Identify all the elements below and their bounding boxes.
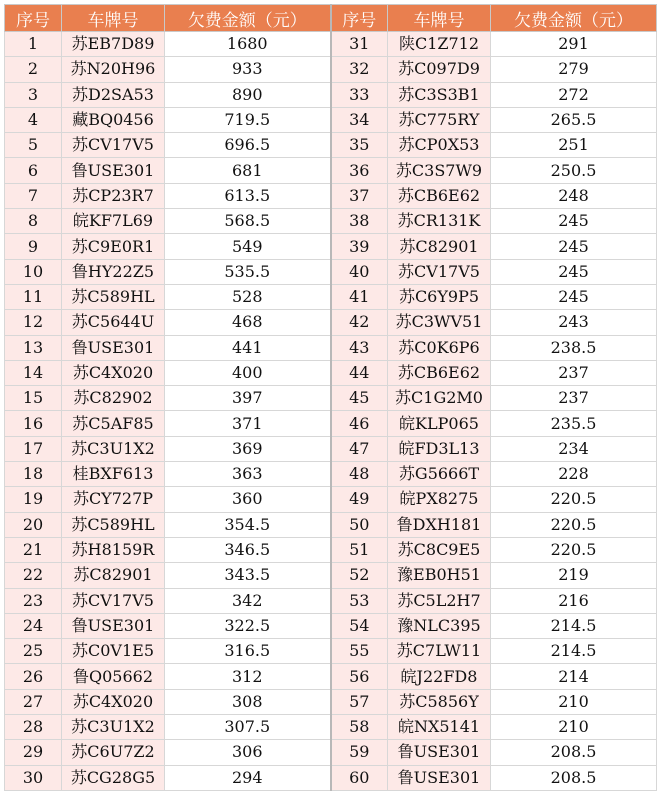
- arrears-amount: 342: [165, 588, 331, 613]
- arrears-amount: 371: [165, 411, 331, 436]
- table-row: [5, 158, 657, 183]
- table-body: [5, 32, 657, 791]
- arrears-amount: 237: [491, 386, 657, 411]
- arrears-amount: 681: [165, 158, 331, 183]
- plate-number: 苏C82901: [62, 563, 165, 588]
- arrears-amount: 890: [165, 82, 331, 107]
- table-row: [5, 183, 657, 208]
- arrears-amount: 272: [491, 82, 657, 107]
- plate-number: 皖J22FD8: [388, 664, 491, 689]
- table-row: [5, 57, 657, 82]
- arrears-amount: 397: [165, 386, 331, 411]
- row-index: 44: [331, 360, 388, 385]
- row-index: 19: [5, 487, 62, 512]
- row-index: 30: [5, 765, 62, 790]
- row-index: 36: [331, 158, 388, 183]
- arrears-amount: 219: [491, 563, 657, 588]
- table-row: [5, 765, 657, 790]
- plate-number: 鲁Q05662: [62, 664, 165, 689]
- plate-number: 苏C1G2M0: [388, 386, 491, 411]
- row-index: 21: [5, 537, 62, 562]
- arrears-amount: 234: [491, 436, 657, 461]
- row-index: 20: [5, 512, 62, 537]
- row-index: 13: [5, 335, 62, 360]
- plate-number: 苏C5AF85: [62, 411, 165, 436]
- arrears-amount: 549: [165, 234, 331, 259]
- row-index: 47: [331, 436, 388, 461]
- row-index: 18: [5, 462, 62, 487]
- table-row: [5, 740, 657, 765]
- row-index: 25: [5, 639, 62, 664]
- plate-number: 皖FD3L13: [388, 436, 491, 461]
- row-index: 40: [331, 259, 388, 284]
- header-amount-right: 欠费金额（元）: [491, 5, 657, 32]
- table-row: [5, 310, 657, 335]
- arrears-amount: 294: [165, 765, 331, 790]
- row-index: 33: [331, 82, 388, 107]
- arrears-amount: 322.5: [165, 613, 331, 638]
- arrears-amount: 228: [491, 462, 657, 487]
- row-index: 23: [5, 588, 62, 613]
- plate-number: 苏CP0X53: [388, 133, 491, 158]
- table-row: [5, 715, 657, 740]
- plate-number: 苏C82902: [62, 386, 165, 411]
- arrears-amount: 245: [491, 259, 657, 284]
- arrears-table: [4, 4, 657, 791]
- plate-number: 苏C82901: [388, 234, 491, 259]
- arrears-amount: 306: [165, 740, 331, 765]
- plate-number: 苏EB7D89: [62, 32, 165, 57]
- arrears-amount: 245: [491, 209, 657, 234]
- row-index: 31: [331, 32, 388, 57]
- table-row: [5, 588, 657, 613]
- row-index: 49: [331, 487, 388, 512]
- arrears-amount: 235.5: [491, 411, 657, 436]
- plate-number: 苏C5L2H7: [388, 588, 491, 613]
- header-plate-left: 车牌号: [62, 5, 165, 32]
- row-index: 10: [5, 259, 62, 284]
- plate-number: 苏G5666T: [388, 462, 491, 487]
- plate-number: 鲁USE301: [388, 740, 491, 765]
- plate-number: 苏CV17V5: [62, 133, 165, 158]
- row-index: 42: [331, 310, 388, 335]
- row-index: 59: [331, 740, 388, 765]
- arrears-amount: 343.5: [165, 563, 331, 588]
- plate-number: 苏CV17V5: [388, 259, 491, 284]
- table-row: [5, 107, 657, 132]
- row-index: 29: [5, 740, 62, 765]
- table-row: [5, 234, 657, 259]
- plate-number: 鲁HY22Z5: [62, 259, 165, 284]
- row-index: 7: [5, 183, 62, 208]
- row-index: 26: [5, 664, 62, 689]
- table-row: [5, 411, 657, 436]
- arrears-amount: 243: [491, 310, 657, 335]
- row-index: 15: [5, 386, 62, 411]
- row-index: 2: [5, 57, 62, 82]
- arrears-amount: 696.5: [165, 133, 331, 158]
- plate-number: 苏H8159R: [62, 537, 165, 562]
- arrears-amount: 250.5: [491, 158, 657, 183]
- plate-number: 苏CB6E62: [388, 183, 491, 208]
- arrears-amount: 354.5: [165, 512, 331, 537]
- row-index: 1: [5, 32, 62, 57]
- table-row: [5, 360, 657, 385]
- arrears-amount: 220.5: [491, 487, 657, 512]
- plate-number: 苏C0V1E5: [62, 639, 165, 664]
- row-index: 46: [331, 411, 388, 436]
- table-row: [5, 386, 657, 411]
- arrears-amount: 308: [165, 689, 331, 714]
- plate-number: 苏C5644U: [62, 310, 165, 335]
- plate-number: 苏C8C9E5: [388, 537, 491, 562]
- plate-number: 苏C775RY: [388, 107, 491, 132]
- table-row: [5, 436, 657, 461]
- table-row: [5, 487, 657, 512]
- arrears-amount: 1680: [165, 32, 331, 57]
- row-index: 56: [331, 664, 388, 689]
- plate-number: 鲁DXH181: [388, 512, 491, 537]
- table-row: [5, 537, 657, 562]
- arrears-amount: 568.5: [165, 209, 331, 234]
- table-row: [5, 32, 657, 57]
- plate-number: 苏C0K6P6: [388, 335, 491, 360]
- plate-number: 苏C3S7W9: [388, 158, 491, 183]
- header-plate-right: 车牌号: [388, 5, 491, 32]
- arrears-amount: 210: [491, 689, 657, 714]
- plate-number: 鲁USE301: [388, 765, 491, 790]
- plate-number: 苏D2SA53: [62, 82, 165, 107]
- row-index: 6: [5, 158, 62, 183]
- arrears-amount: 245: [491, 284, 657, 309]
- plate-number: 皖PX8275: [388, 487, 491, 512]
- arrears-amount: 279: [491, 57, 657, 82]
- plate-number: 苏C7LW11: [388, 639, 491, 664]
- arrears-amount: 363: [165, 462, 331, 487]
- arrears-amount: 346.5: [165, 537, 331, 562]
- plate-number: 苏C589HL: [62, 284, 165, 309]
- arrears-amount: 237: [491, 360, 657, 385]
- plate-number: 苏C589HL: [62, 512, 165, 537]
- row-index: 57: [331, 689, 388, 714]
- arrears-amount: 220.5: [491, 537, 657, 562]
- row-index: 28: [5, 715, 62, 740]
- arrears-amount: 208.5: [491, 765, 657, 790]
- row-index: 27: [5, 689, 62, 714]
- plate-number: 苏C4X020: [62, 689, 165, 714]
- plate-number: 苏C3U1X2: [62, 436, 165, 461]
- row-index: 32: [331, 57, 388, 82]
- row-index: 53: [331, 588, 388, 613]
- row-index: 17: [5, 436, 62, 461]
- row-index: 55: [331, 639, 388, 664]
- plate-number: 苏C6Y9P5: [388, 284, 491, 309]
- row-index: 14: [5, 360, 62, 385]
- arrears-amount: 400: [165, 360, 331, 385]
- arrears-amount: 360: [165, 487, 331, 512]
- table-row: [5, 563, 657, 588]
- plate-number: 苏CP23R7: [62, 183, 165, 208]
- plate-number: 苏CV17V5: [62, 588, 165, 613]
- row-index: 39: [331, 234, 388, 259]
- row-index: 43: [331, 335, 388, 360]
- plate-number: 苏CR131K: [388, 209, 491, 234]
- plate-number: 苏C3S3B1: [388, 82, 491, 107]
- row-index: 38: [331, 209, 388, 234]
- plate-number: 鲁USE301: [62, 158, 165, 183]
- arrears-amount: 214.5: [491, 639, 657, 664]
- plate-number: 苏CY727P: [62, 487, 165, 512]
- row-index: 8: [5, 209, 62, 234]
- table-row: [5, 664, 657, 689]
- arrears-amount: 248: [491, 183, 657, 208]
- arrears-amount: 208.5: [491, 740, 657, 765]
- plate-number: 苏C3WV51: [388, 310, 491, 335]
- table-row: [5, 82, 657, 107]
- arrears-amount: 316.5: [165, 639, 331, 664]
- arrears-amount: 265.5: [491, 107, 657, 132]
- plate-number: 苏CB6E62: [388, 360, 491, 385]
- arrears-amount: 214.5: [491, 613, 657, 638]
- row-index: 35: [331, 133, 388, 158]
- row-index: 37: [331, 183, 388, 208]
- arrears-amount: 312: [165, 664, 331, 689]
- row-index: 22: [5, 563, 62, 588]
- plate-number: 苏C4X020: [62, 360, 165, 385]
- table-row: [5, 613, 657, 638]
- arrears-amount: 369: [165, 436, 331, 461]
- row-index: 51: [331, 537, 388, 562]
- plate-number: 皖KLP065: [388, 411, 491, 436]
- arrears-amount: 468: [165, 310, 331, 335]
- header-row: [5, 5, 657, 32]
- arrears-amount: 251: [491, 133, 657, 158]
- plate-number: 藏BQ0456: [62, 107, 165, 132]
- table-row: [5, 259, 657, 284]
- header-index-right: 序号: [331, 5, 388, 32]
- arrears-amount: 613.5: [165, 183, 331, 208]
- table-row: [5, 209, 657, 234]
- plate-number: 苏CG28G5: [62, 765, 165, 790]
- table-row: [5, 462, 657, 487]
- row-index: 54: [331, 613, 388, 638]
- plate-number: 豫NLC395: [388, 613, 491, 638]
- plate-number: 陕C1Z712: [388, 32, 491, 57]
- row-index: 3: [5, 82, 62, 107]
- arrears-amount: 216: [491, 588, 657, 613]
- plate-number: 苏C5856Y: [388, 689, 491, 714]
- arrears-amount: 291: [491, 32, 657, 57]
- table-row: [5, 335, 657, 360]
- row-index: 34: [331, 107, 388, 132]
- row-index: 5: [5, 133, 62, 158]
- row-index: 45: [331, 386, 388, 411]
- plate-number: 桂BXF613: [62, 462, 165, 487]
- plate-number: 豫EB0H51: [388, 563, 491, 588]
- plate-number: 苏C6U7Z2: [62, 740, 165, 765]
- row-index: 41: [331, 284, 388, 309]
- plate-number: 苏C9E0R1: [62, 234, 165, 259]
- table-row: [5, 133, 657, 158]
- arrears-amount: 210: [491, 715, 657, 740]
- row-index: 4: [5, 107, 62, 132]
- row-index: 58: [331, 715, 388, 740]
- arrears-amount: 441: [165, 335, 331, 360]
- plate-number: 鲁USE301: [62, 335, 165, 360]
- row-index: 9: [5, 234, 62, 259]
- arrears-amount: 933: [165, 57, 331, 82]
- table-row: [5, 639, 657, 664]
- table-row: [5, 512, 657, 537]
- arrears-amount: 214: [491, 664, 657, 689]
- table-row: [5, 284, 657, 309]
- row-index: 52: [331, 563, 388, 588]
- plate-number: 皖NX5141: [388, 715, 491, 740]
- row-index: 16: [5, 411, 62, 436]
- row-index: 24: [5, 613, 62, 638]
- row-index: 50: [331, 512, 388, 537]
- plate-number: 苏C097D9: [388, 57, 491, 82]
- arrears-amount: 245: [491, 234, 657, 259]
- arrears-amount: 528: [165, 284, 331, 309]
- arrears-amount: 535.5: [165, 259, 331, 284]
- plate-number: 苏C3U1X2: [62, 715, 165, 740]
- plate-number: 皖KF7L69: [62, 209, 165, 234]
- row-index: 48: [331, 462, 388, 487]
- row-index: 60: [331, 765, 388, 790]
- row-index: 11: [5, 284, 62, 309]
- plate-number: 苏N20H96: [62, 57, 165, 82]
- arrears-amount: 238.5: [491, 335, 657, 360]
- plate-number: 鲁USE301: [62, 613, 165, 638]
- header-index-left: 序号: [5, 5, 62, 32]
- row-index: 12: [5, 310, 62, 335]
- table-row: [5, 689, 657, 714]
- header-amount-left: 欠费金额（元）: [165, 5, 331, 32]
- arrears-amount: 307.5: [165, 715, 331, 740]
- arrears-amount: 220.5: [491, 512, 657, 537]
- arrears-amount: 719.5: [165, 107, 331, 132]
